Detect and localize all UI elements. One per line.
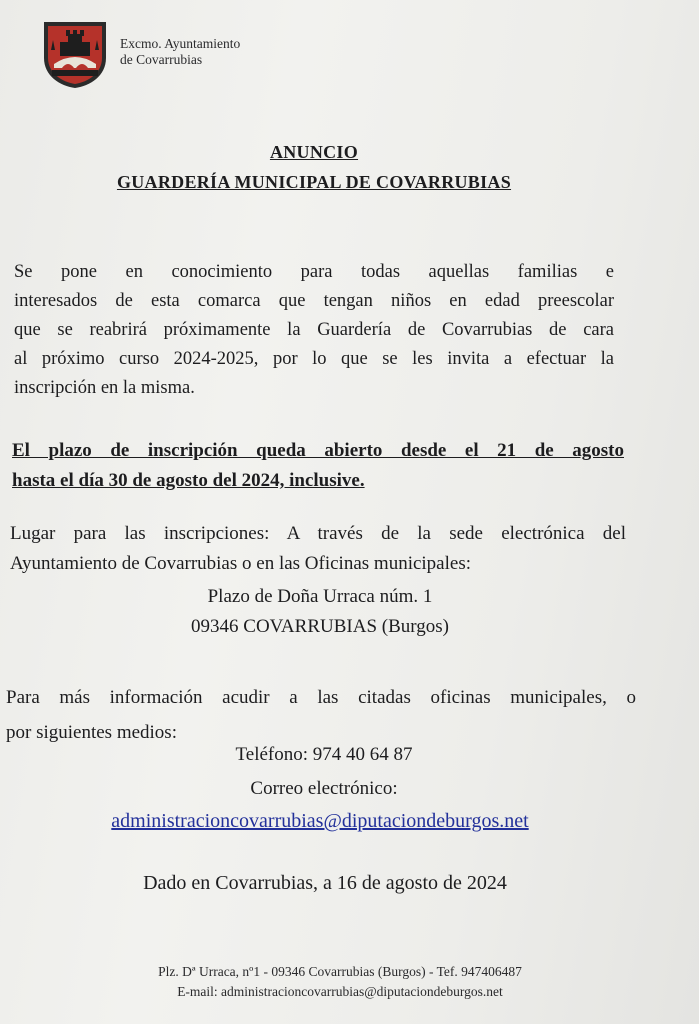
deadline-line: El plazo de inscripción queda abierto desde el 21 de agosto (12, 440, 624, 461)
announcement-title: ANUNCIO (269, 142, 359, 162)
intro-line: inscripción en la misma. (14, 378, 195, 398)
email-link[interactable]: administracioncovarrubias@diputaciondeburgos.net (111, 810, 529, 832)
footer-email: E-mail: administracioncovarrubias@diputaciondeburgos.net (177, 984, 503, 999)
intro-paragraph (14, 258, 614, 403)
date-line: Dado en Covarrubias, a 16 de agosto de 2024 (143, 872, 507, 894)
municipal-coat-of-arms-icon (40, 20, 110, 90)
deadline-paragraph (12, 436, 624, 496)
intro-line: Se pone en conocimiento para todas aquellas familias e (14, 262, 614, 282)
organization-name (120, 36, 240, 68)
intro-line: que se reabrirá próximamente la Guardería de Covarrubias de cara (14, 320, 614, 340)
info-line: por siguientes medios: (6, 722, 177, 743)
phone-line: Teléfono: 974 40 64 87 (235, 744, 413, 765)
announcement-subtitle: GUARDERÍA MUNICIPAL DE COVARRUBIAS (116, 172, 512, 192)
intro-line: interesados de esta comarca que tengan niños en edad preescolar (14, 291, 614, 311)
org-line-1: Excmo. Ayuntamiento (120, 36, 241, 51)
info-line: Para más información acudir a las citadas oficinas municipales, o (6, 687, 636, 708)
email-label: Correo electrónico: (250, 778, 398, 799)
intro-line: al próximo curso 2024-2025, por lo que se les invita a efectuar la (14, 349, 614, 369)
place-line: Ayuntamiento de Covarrubias o en las Oficinas municipales: (10, 553, 472, 574)
address-line-2: 09346 COVARRUBIAS (Burgos) (191, 616, 449, 637)
place-line: Lugar para las inscripciones: A través de la sede electrónica del (10, 523, 626, 544)
footer-address: Plz. Dª Urraca, nº1 - 09346 Covarrubias (Burgos) - Tef. 947406487 (158, 964, 522, 979)
address-line-1: Plazo de Doña Urraca núm. 1 (207, 586, 433, 607)
deadline-line: hasta el día 30 de agosto del 2024, inclusive. (12, 470, 365, 491)
place-paragraph (10, 519, 626, 579)
org-line-2: de Covarrubias (120, 52, 203, 67)
info-paragraph (6, 680, 636, 750)
